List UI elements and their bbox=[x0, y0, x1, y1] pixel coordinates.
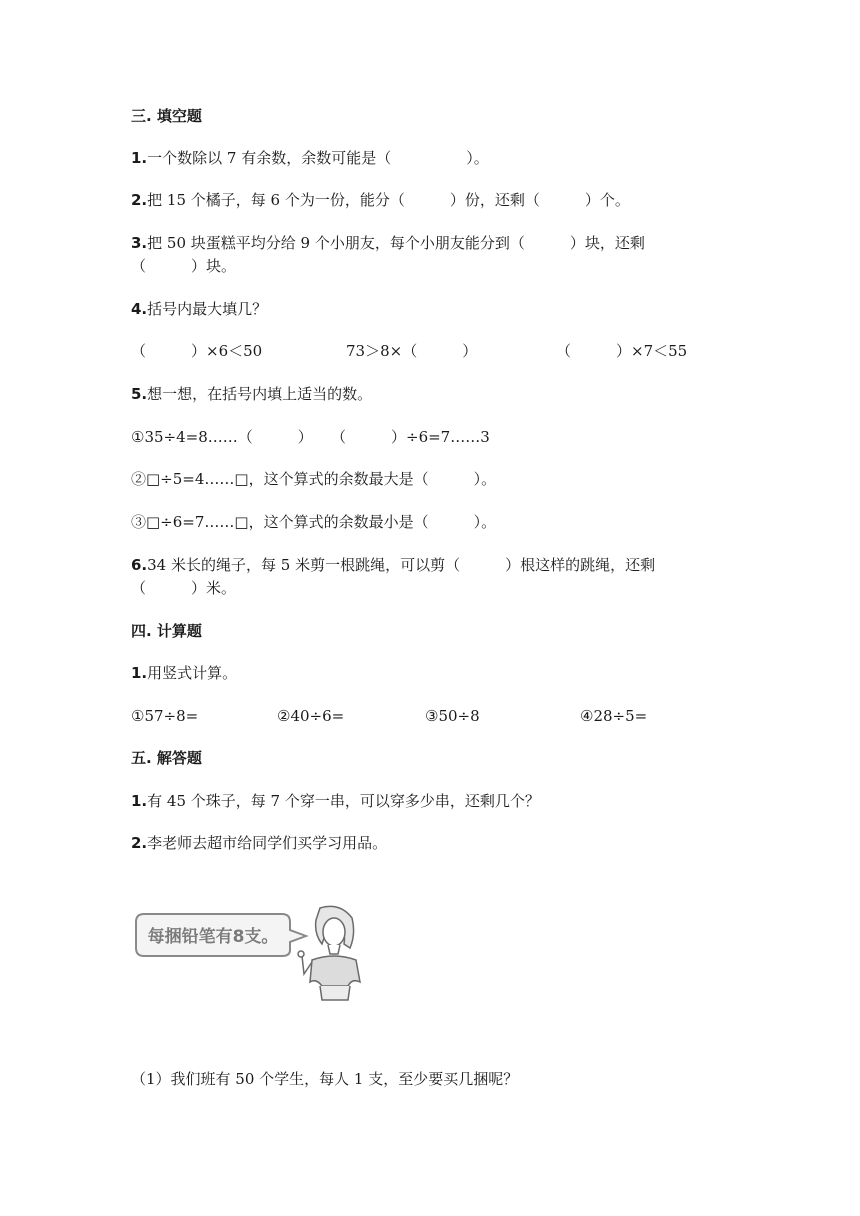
question-number: 2. bbox=[131, 834, 148, 852]
question-number: 3. bbox=[131, 234, 148, 252]
question-text: 有 45 个珠子，每 7 个穿一串，可以穿多少串，还剩几个？ bbox=[147, 792, 540, 810]
section-heading-calculation: 四. 计算题 bbox=[131, 622, 202, 640]
fill-item-5-1a: ①35÷4=8……（ ） bbox=[131, 428, 313, 446]
question-3-4 bbox=[131, 299, 267, 319]
question-text: 用竖式计算。 bbox=[147, 664, 238, 682]
calc-item-3: ③50÷8 bbox=[425, 707, 480, 725]
fill-item-5-2: ②□÷5=4……□，这个算式的余数最大是（ ）。 bbox=[131, 470, 497, 488]
speech-bubble-text: 每捆铅笔有8支。 bbox=[147, 927, 279, 947]
question-text: 34 米长的绳子，每 5 米剪一根跳绳，可以剪（ ）根这样的跳绳，还剩 bbox=[147, 556, 656, 574]
question-5-2 bbox=[131, 833, 387, 853]
question-number: 5. bbox=[131, 385, 148, 403]
question-3-6 bbox=[131, 555, 655, 575]
inequality-item-2: 73＞8×（ ） bbox=[346, 342, 478, 360]
section-heading-fill-blank: 三. 填空题 bbox=[131, 107, 202, 125]
inequality-item-3: （ ）×7＜55 bbox=[556, 342, 688, 360]
question-3-5 bbox=[131, 384, 372, 404]
question-3-3-continuation: （ ）块。 bbox=[131, 257, 237, 275]
question-5-1 bbox=[131, 791, 540, 811]
question-text: 把 15 个橘子，每 6 个为一份，能分（ ）份，还剩（ ）个。 bbox=[147, 191, 630, 209]
question-4-1 bbox=[131, 663, 237, 683]
teacher-speech-illustration bbox=[130, 904, 370, 1008]
inequality-item-1: （ ）×6＜50 bbox=[131, 342, 263, 360]
question-number: 4. bbox=[131, 300, 148, 318]
question-number: 1. bbox=[131, 792, 148, 810]
question-3-3 bbox=[131, 233, 645, 253]
calc-item-2: ②40÷6= bbox=[277, 707, 345, 725]
teacher-figure bbox=[298, 906, 360, 1000]
sub-question-1: （1）我们班有 50 个学生，每人 1 支，至少要买几捆呢？ bbox=[131, 1070, 519, 1088]
question-text: 一个数除以 7 有余数，余数可能是（ ）。 bbox=[147, 149, 489, 167]
question-number: 1. bbox=[131, 149, 148, 167]
question-text: 想一想，在括号内填上适当的数。 bbox=[147, 385, 373, 403]
fill-item-5-1b: （ ）÷6=7……3 bbox=[331, 428, 490, 446]
teacher-illustration bbox=[130, 904, 370, 1008]
question-text: 把 50 块蛋糕平均分给 9 个小朋友，每个小朋友能分到（ ）块，还剩 bbox=[147, 234, 645, 252]
question-3-1 bbox=[131, 148, 489, 168]
question-3-2 bbox=[131, 190, 630, 210]
question-number: 2. bbox=[131, 191, 148, 209]
calc-item-4: ④28÷5= bbox=[580, 707, 648, 725]
question-text: 李老师去超市给同学们买学习用品。 bbox=[147, 834, 388, 852]
calc-item-1: ①57÷8= bbox=[131, 707, 199, 725]
question-number: 6. bbox=[131, 556, 148, 574]
fill-item-5-3: ③□÷6=7……□，这个算式的余数最小是（ ）。 bbox=[131, 513, 497, 531]
question-number: 1. bbox=[131, 664, 148, 682]
question-text: 括号内最大填几？ bbox=[147, 300, 268, 318]
section-heading-word-problems: 五. 解答题 bbox=[131, 749, 202, 767]
question-3-6-continuation: （ ）米。 bbox=[131, 579, 237, 597]
